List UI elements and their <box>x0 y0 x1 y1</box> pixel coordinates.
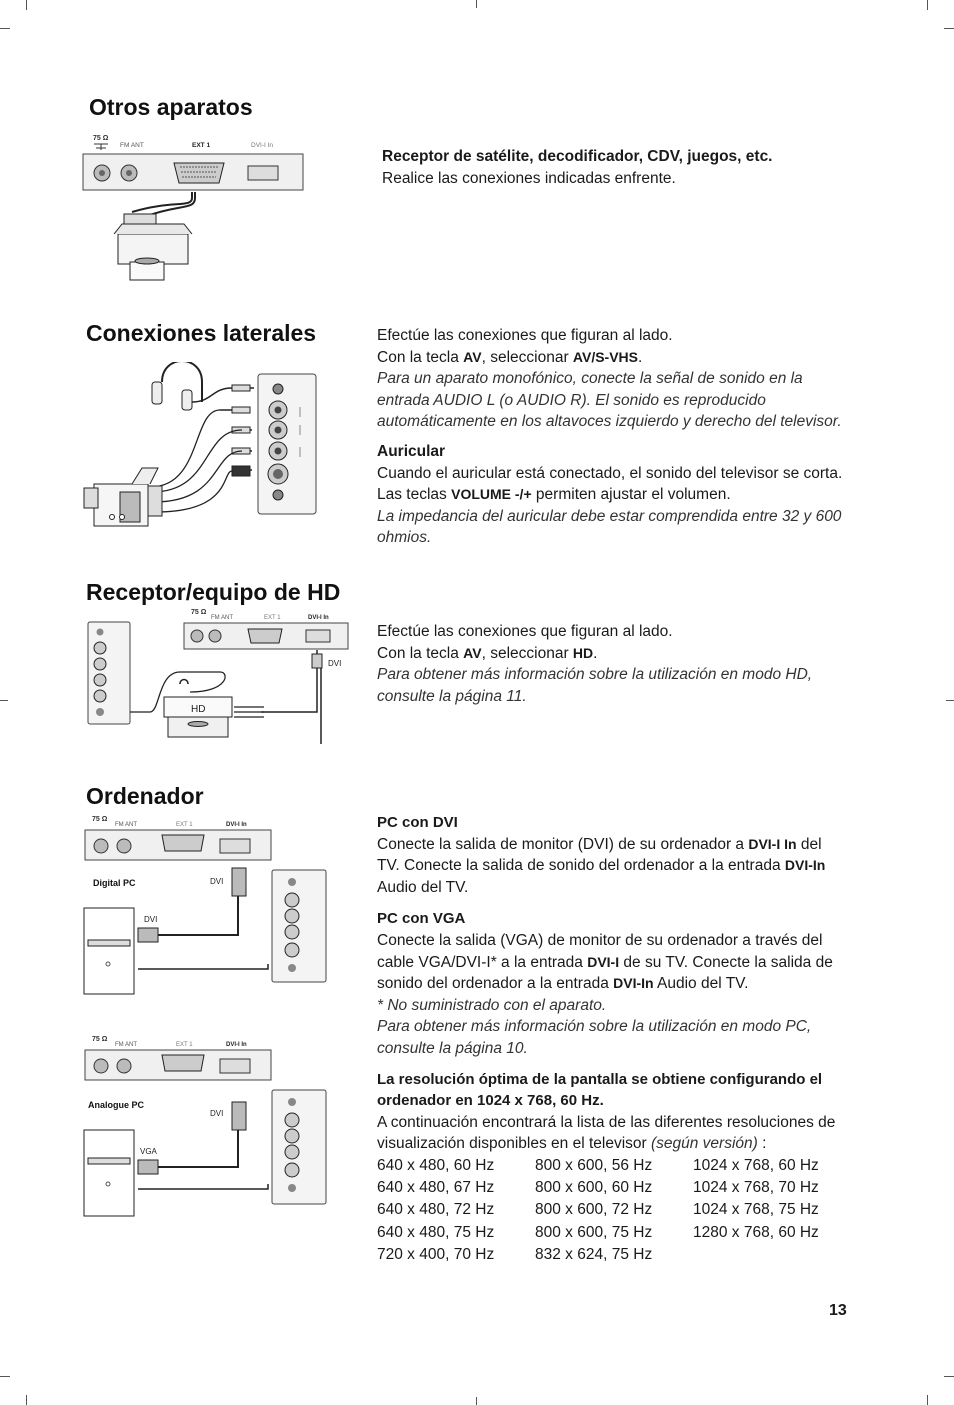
crop-mark <box>946 700 954 701</box>
fm-label: FM ANT <box>120 142 144 149</box>
section-title-ordenador: Ordenador <box>86 783 204 809</box>
resolution-cell: 640 x 480, 75 Hz <box>377 1223 495 1241</box>
crop-mark <box>0 700 8 701</box>
svg-text:FM ANT: FM ANT <box>115 822 137 828</box>
hd-text-block <box>377 621 847 707</box>
svg-text:HD: HD <box>191 704 206 715</box>
svg-text:DVI: DVI <box>210 877 224 886</box>
crop-mark <box>927 0 928 10</box>
svg-text:DVI-I In: DVI-I In <box>308 615 329 621</box>
resolution-cell: 1024 x 768, 70 Hz <box>693 1179 819 1197</box>
otros-text: Realice las conexiones indicadas enfrente. <box>382 169 676 187</box>
laterales-line1: Efectúe las conexiones que figuran al lado. <box>377 327 673 344</box>
crop-mark <box>944 28 954 29</box>
resolution-cell: 640 x 480, 72 Hz <box>377 1201 495 1219</box>
otros-diagram <box>82 130 312 290</box>
pc-dvi-heading: PC con DVI <box>377 814 458 831</box>
ant-label: 75 Ω <box>93 135 109 142</box>
resolution-cell: 1024 x 768, 60 Hz <box>693 1156 819 1174</box>
pc-note-supply: * No suministrado con el aparato. <box>377 996 607 1014</box>
crop-mark <box>0 28 10 29</box>
svg-text:75 Ω: 75 Ω <box>92 1036 108 1043</box>
hd-italic-note: Para obtener más información sobre la utilización en modo HD, consulte la página 11. <box>377 666 813 705</box>
resolution-cell: 832 x 624, 75 Hz <box>535 1245 653 1263</box>
optimal-resolution: La resolución óptima de la pantalla se obtiene configurando el ordenador en 1024 x 768, 60 Hz. <box>377 1070 823 1110</box>
svg-text:FM ANT: FM ANT <box>211 615 233 621</box>
otros-heading: Receptor de satélite, decodificador, CDV, juegos, etc. <box>382 148 773 165</box>
resolution-cell: 1280 x 768, 60 Hz <box>693 1223 819 1241</box>
resolution-table <box>377 1155 847 1266</box>
auricular-italic-note: La impedancia del auricular debe estar comprendida entre 32 y 600 ohmios. <box>377 507 842 547</box>
resolution-cell: 800 x 600, 72 Hz <box>535 1201 653 1219</box>
crop-mark <box>476 0 477 8</box>
ext-label: EXT 1 <box>192 142 211 149</box>
svg-text:VGA: VGA <box>140 1147 157 1156</box>
laterales-line2: Con la tecla AV, seleccionar AV/S-VHS. <box>377 348 643 366</box>
section-title-hd: Receptor/equipo de HD <box>86 579 341 605</box>
resolution-cell: 640 x 480, 60 Hz <box>377 1156 495 1174</box>
hd-line2: Con la tecla AV, seleccionar HD. <box>377 644 598 662</box>
section-title-otros: Otros aparatos <box>89 94 253 120</box>
crop-mark <box>0 1376 10 1377</box>
resolution-cell: 1024 x 768, 75 Hz <box>693 1201 819 1219</box>
laterales-italic-note: Para un aparato monofónico, conecte la señal de sonido en la entrada AUDIO L (o AUDIO R). El sonido es reproducido automáticamente en los altavoces izquierdo y derecho del televisor. <box>377 370 842 431</box>
otros-text-block <box>382 146 852 189</box>
section-title-laterales: Conexiones laterales <box>86 320 317 346</box>
resolution-intro: A continuación encontrará la lista de las diferentes resoluciones de visualización disponibles en el televisor (según versión) : <box>377 1113 836 1153</box>
ordenador-text-block <box>377 812 847 1266</box>
digital-pc-diagram <box>82 812 332 998</box>
laterales-text-block <box>377 325 847 549</box>
hd-line1: Efectúe las conexiones que figuran al lado. <box>377 623 673 640</box>
pc-dvi-text: Conecte la salida de monitor (DVI) de su ordenador a DVI-I In del TV. Conecte la salida de sonido del ordenador a la entrada DVI-In Audio del TV. <box>377 835 826 896</box>
page-number: 13 <box>829 1302 847 1319</box>
resolution-cell: 720 x 400, 70 Hz <box>377 1245 495 1263</box>
hd-diagram <box>84 604 354 744</box>
resolution-cell: 800 x 600, 75 Hz <box>535 1223 653 1241</box>
svg-text:DVI: DVI <box>210 1109 224 1118</box>
svg-text:DVI-I In: DVI-I In <box>226 1042 247 1048</box>
svg-text:FM ANT: FM ANT <box>115 1042 137 1048</box>
crop-mark <box>944 1376 954 1377</box>
crop-mark <box>927 1395 928 1405</box>
svg-text:EXT 1: EXT 1 <box>264 615 281 621</box>
digital-pc-label: Digital PC <box>93 878 136 888</box>
pc-vga-heading: PC con VGA <box>377 910 466 928</box>
resolution-cell: 800 x 600, 60 Hz <box>535 1179 653 1197</box>
resolution-cell: 800 x 600, 56 Hz <box>535 1156 653 1174</box>
crop-mark <box>476 1397 477 1405</box>
pc-note-page: Para obtener más información sobre la utilización en modo PC, consulte la página 10. <box>377 1018 812 1057</box>
svg-text:75 Ω: 75 Ω <box>92 816 108 823</box>
analogue-pc-diagram <box>82 1032 332 1220</box>
crop-mark <box>26 0 27 10</box>
svg-text:EXT 1: EXT 1 <box>176 822 193 828</box>
crop-mark <box>26 1395 27 1405</box>
svg-text:EXT 1: EXT 1 <box>176 1042 193 1048</box>
dvi-label: DVI-I In <box>251 142 274 149</box>
svg-text:DVI: DVI <box>144 915 158 924</box>
auricular-heading: Auricular <box>377 442 446 460</box>
svg-text:DVI-I In: DVI-I In <box>226 822 247 828</box>
resolution-cell: 640 x 480, 67 Hz <box>377 1179 495 1197</box>
analogue-pc-label: Analogue PC <box>88 1100 145 1110</box>
auricular-text: Cuando el auricular está conectado, el sonido del televisor se corta. Las teclas VOLUME -/+ permiten ajustar el volumen. <box>377 464 843 504</box>
pc-vga-text: Conecte la salida (VGA) de monitor de su ordenador a través del cable VGA/DVI-I* a la entrada DVI-I de su TV. Conecte la salida de sonido del ordenador a la entrada DVI-In Audio del TV. <box>377 931 833 993</box>
svg-text:DVI: DVI <box>328 659 342 668</box>
resolution-cell <box>693 1244 843 1266</box>
laterales-diagram <box>82 362 322 530</box>
svg-text:75 Ω: 75 Ω <box>191 609 207 616</box>
